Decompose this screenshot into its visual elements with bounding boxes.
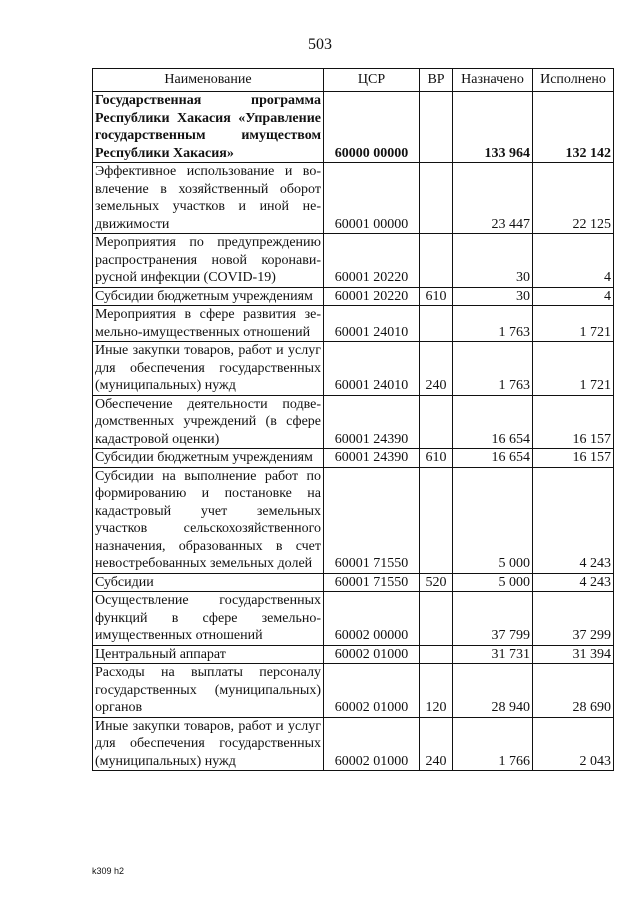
cell-executed: 132 142 — [533, 92, 614, 163]
cell-executed: 37 299 — [533, 592, 614, 646]
cell-executed: 16 157 — [533, 449, 614, 468]
cell-executed: 4 — [533, 234, 614, 288]
cell-vr — [420, 92, 453, 163]
cell-vr: 240 — [420, 342, 453, 396]
cell-csr: 60001 00000 — [324, 163, 420, 234]
cell-assigned: 30 — [453, 234, 533, 288]
cell-assigned: 5 000 — [453, 573, 533, 592]
cell-assigned: 28 940 — [453, 664, 533, 718]
cell-name: Субсидии бюджетным учреждениям — [93, 287, 324, 306]
cell-assigned: 133 964 — [453, 92, 533, 163]
cell-vr — [420, 592, 453, 646]
cell-vr — [420, 467, 453, 573]
page-number: 503 — [308, 36, 332, 53]
cell-assigned: 5 000 — [453, 467, 533, 573]
cell-csr: 60001 71550 — [324, 573, 420, 592]
table-row — [93, 573, 614, 592]
cell-assigned: 16 654 — [453, 449, 533, 468]
cell-executed: 4 — [533, 287, 614, 306]
cell-csr: 60002 01000 — [324, 717, 420, 771]
cell-name: Мероприятия по предупреждению распространения новой коронавирусной инфекции (COVID-19) — [93, 234, 324, 288]
table-row — [93, 592, 614, 646]
cell-executed: 16 157 — [533, 395, 614, 449]
cell-executed: 1 721 — [533, 306, 614, 342]
cell-vr — [420, 163, 453, 234]
header-vr: ВР — [420, 69, 453, 92]
cell-csr: 60001 20220 — [324, 287, 420, 306]
footer-code: k309 h2 — [92, 866, 125, 876]
cell-executed: 31 394 — [533, 645, 614, 664]
header-csr: ЦСР — [324, 69, 420, 92]
cell-csr: 60001 24010 — [324, 306, 420, 342]
cell-name: Государственная программа Республики Хакасия «Управление государственным имуществом Республики Хакасия» — [93, 92, 324, 163]
cell-executed: 22 125 — [533, 163, 614, 234]
cell-vr — [420, 306, 453, 342]
table-row — [93, 234, 614, 288]
cell-csr: 60002 00000 — [324, 592, 420, 646]
table-row — [93, 717, 614, 771]
cell-csr: 60000 00000 — [324, 92, 420, 163]
cell-vr — [420, 234, 453, 288]
cell-csr: 60001 71550 — [324, 467, 420, 573]
cell-assigned: 37 799 — [453, 592, 533, 646]
table-row — [93, 395, 614, 449]
cell-name: Субсидии на выполнение работ по формированию и постановке на кадастровый учет земельных участков сельскохозяйственного назначения, образованных в счет невостребованных земельных долей — [93, 467, 324, 573]
cell-assigned: 1 763 — [453, 306, 533, 342]
cell-csr: 60001 24010 — [324, 342, 420, 396]
cell-assigned: 1 766 — [453, 717, 533, 771]
cell-name: Субсидии бюджетным учреждениям — [93, 449, 324, 468]
cell-vr: 240 — [420, 717, 453, 771]
table-body — [93, 92, 614, 771]
header-name: Наименование — [93, 69, 324, 92]
budget-table — [92, 68, 614, 771]
table-row — [93, 645, 614, 664]
cell-vr: 610 — [420, 287, 453, 306]
cell-executed: 4 243 — [533, 467, 614, 573]
cell-assigned: 16 654 — [453, 395, 533, 449]
cell-name: Осуществление государственных функций в сфере земельно-имущественных отношений — [93, 592, 324, 646]
cell-name: Обеспечение деятельности подведомственных учреждений (в сфере кадастровой оценки) — [93, 395, 324, 449]
cell-assigned: 30 — [453, 287, 533, 306]
table-row — [93, 92, 614, 163]
table-row — [93, 449, 614, 468]
cell-csr: 60001 24390 — [324, 395, 420, 449]
table-row — [93, 467, 614, 573]
cell-vr: 520 — [420, 573, 453, 592]
cell-executed: 1 721 — [533, 342, 614, 396]
cell-vr — [420, 395, 453, 449]
cell-assigned: 31 731 — [453, 645, 533, 664]
cell-executed: 4 243 — [533, 573, 614, 592]
cell-csr: 60002 01000 — [324, 664, 420, 718]
table-row — [93, 306, 614, 342]
cell-vr: 610 — [420, 449, 453, 468]
table-row — [93, 287, 614, 306]
cell-name: Мероприятия в сфере развития земельно-имущественных отношений — [93, 306, 324, 342]
cell-csr: 60002 01000 — [324, 645, 420, 664]
cell-name: Иные закупки товаров, работ и услуг для обеспечения государственных (муниципальных) нужд — [93, 717, 324, 771]
cell-name: Субсидии — [93, 573, 324, 592]
table-row — [93, 163, 614, 234]
cell-csr: 60001 24390 — [324, 449, 420, 468]
cell-name: Иные закупки товаров, работ и услуг для обеспечения государственных (муниципальных) нужд — [93, 342, 324, 396]
cell-assigned: 1 763 — [453, 342, 533, 396]
cell-vr: 120 — [420, 664, 453, 718]
cell-executed: 2 043 — [533, 717, 614, 771]
cell-vr — [420, 645, 453, 664]
cell-name: Эффективное использование и вовлечение в хозяйственный оборот земельных участков и иной недвижимости — [93, 163, 324, 234]
table-row — [93, 342, 614, 396]
table-row — [93, 664, 614, 718]
cell-executed: 28 690 — [533, 664, 614, 718]
table-header-row — [93, 69, 614, 92]
header-executed: Исполнено — [533, 69, 614, 92]
cell-csr: 60001 20220 — [324, 234, 420, 288]
cell-name: Расходы на выплаты персоналу государственных (муниципальных) органов — [93, 664, 324, 718]
header-assigned: Назначено — [453, 69, 533, 92]
cell-name: Центральный аппарат — [93, 645, 324, 664]
cell-assigned: 23 447 — [453, 163, 533, 234]
